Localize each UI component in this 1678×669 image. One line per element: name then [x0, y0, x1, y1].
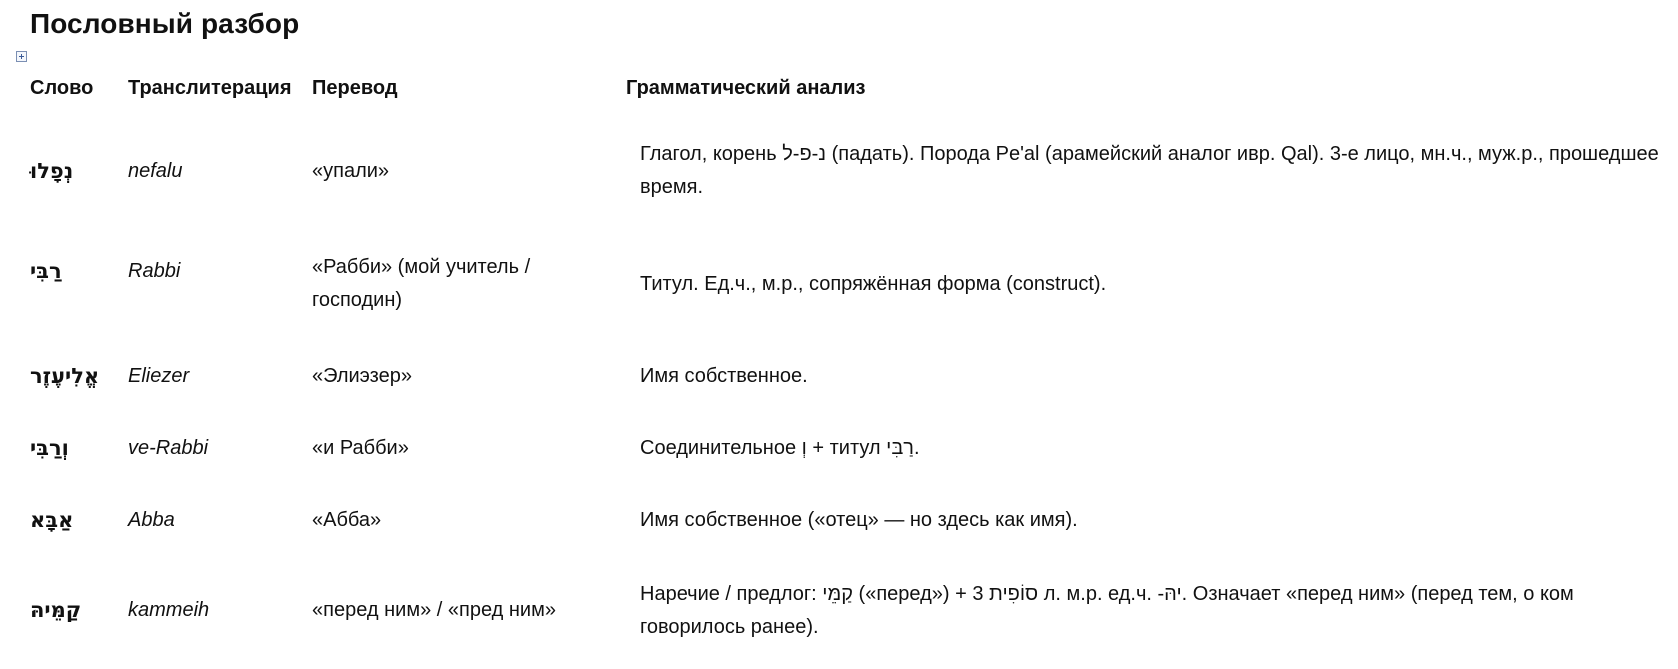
translation-cell: «перед ним» / «пред ним»	[312, 599, 556, 621]
translation-cell: «и Рабби»	[312, 437, 409, 459]
transliteration-cell: ve-Rabbi	[128, 437, 209, 459]
translation-cell: «упали»	[312, 160, 390, 182]
translation-cell: «Элиэзер»	[312, 365, 412, 387]
transliteration-cell: kammeih	[128, 599, 210, 621]
header-transliteration: Транслитерация	[128, 77, 292, 99]
header-word: Слово	[30, 77, 94, 99]
grammar-cell: Имя собственное («отец» — но здесь как имя).	[640, 509, 1078, 531]
transliteration-cell: Abba	[128, 509, 175, 531]
transliteration-cell: Rabbi	[128, 260, 181, 282]
word-cell: נְפָלוּ	[30, 159, 74, 183]
grammar-cell: Титул. Ед.ч., м.р., сопряжённая форма (construct).	[640, 273, 1107, 295]
transliteration-cell: Eliezer	[128, 365, 190, 387]
grammar-cell: Наречие / предлог: קַמֵּי («перед») + סוֹפִית 3 л. м.р. ед.ч. -יהּ. Означает «перед ним» (перед тем, о ком говорилось ранее).	[640, 583, 1574, 638]
header-grammar: Грамматический анализ	[626, 77, 866, 99]
translation-cell: «Абба»	[312, 509, 382, 531]
grammar-cell: Соединительное וְ + титул רַבִּי.	[640, 437, 920, 459]
header-translation: Перевод	[312, 77, 398, 99]
word-cell: אַבָּא	[30, 508, 74, 532]
grammar-cell: Имя собственное.	[640, 365, 808, 387]
word-cell: וְרַבִּי	[30, 436, 69, 460]
transliteration-cell: nefalu	[128, 160, 183, 182]
word-cell: רַבִּי	[30, 259, 62, 283]
grammar-cell: Глагол, корень נ-פ-ל (падать). Порода Pe'al (арамейский аналог ивр. Qal). 3-е лицо, мн.ч., муж.р., прошедшее время.	[640, 143, 1659, 198]
page-title: Пословный разбор	[30, 8, 300, 39]
word-cell: קַמֵּיהּ	[30, 598, 82, 622]
translation-cell: «Рабби» (мой учитель / господин)	[312, 256, 531, 311]
word-cell: אֱלִיעֶזֶר	[30, 364, 100, 388]
